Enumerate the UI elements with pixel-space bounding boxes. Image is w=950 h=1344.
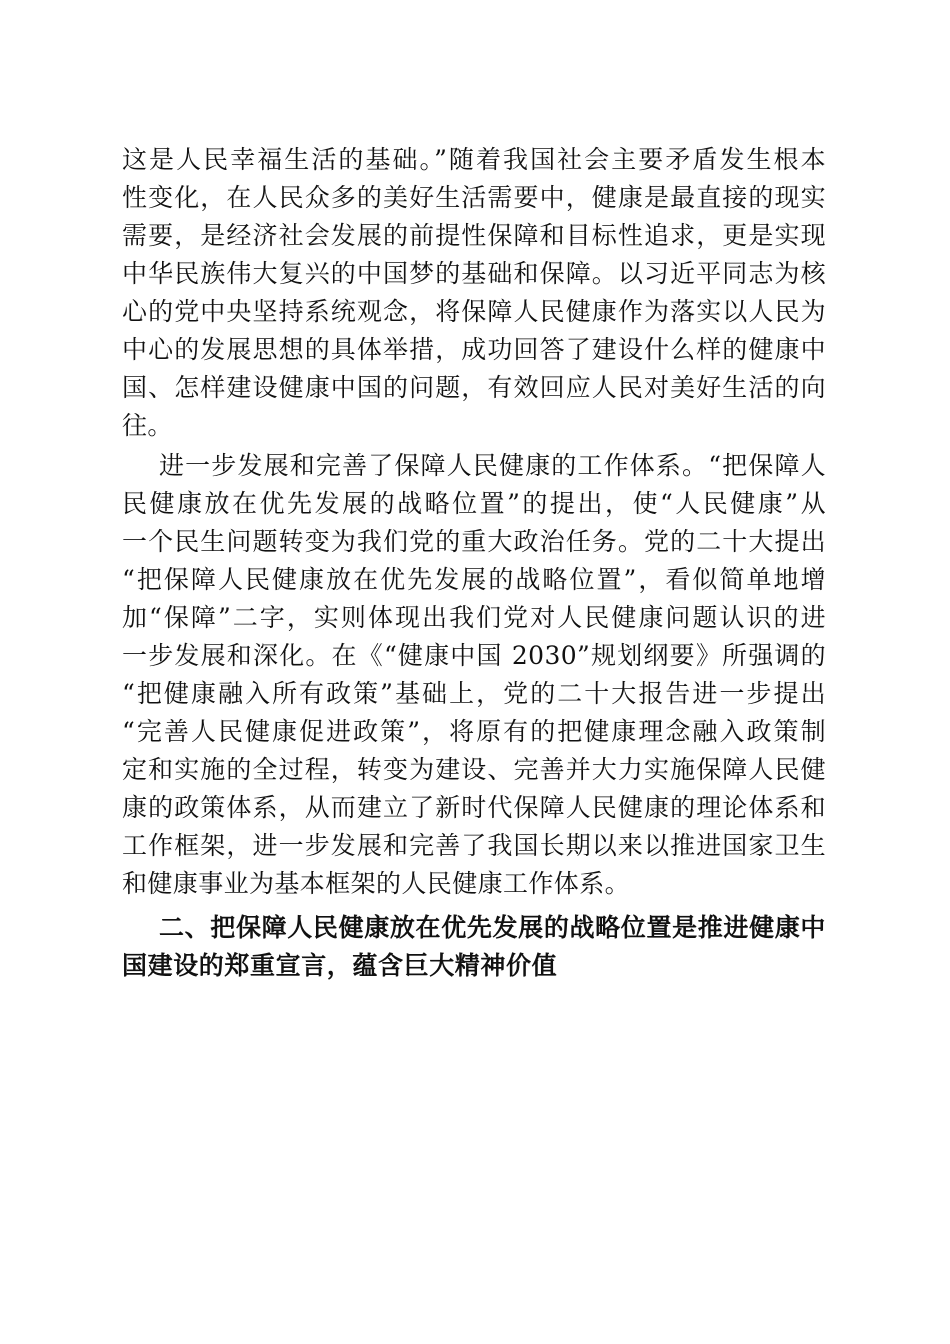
text-line: 工作框架，进一步发展和完善了我国长期以来以推进国家卫生: [122, 831, 826, 860]
text-line: 加“保障”二字，实则体现出我们党对人民健康问题认识的进: [122, 603, 826, 632]
text-line: 康的政策体系，从而建立了新时代保障人民健康的理论体系和: [122, 793, 826, 822]
section-heading: [122, 909, 826, 985]
text-line: 这是人民幸福生活的基础。”随着我国社会主要矛盾发生根本: [122, 145, 826, 174]
text-line: 需要，是经济社会发展的前提性保障和目标性追求，更是实现: [122, 221, 826, 250]
text-line: 性变化，在人民众多的美好生活需要中，健康是最直接的现实: [122, 183, 826, 212]
text-line: 民健康放在优先发展的战略位置”的提出，使“人民健康”从: [122, 489, 826, 518]
paragraph-1: [122, 141, 826, 445]
heading-line: 二、把保障人民健康放在优先发展的战略位置是推进健康中: [159, 913, 826, 942]
text-line: 往。: [122, 411, 173, 440]
text-line: “把健康融入所有政策”基础上，党的二十大报告进一步提出: [122, 679, 826, 708]
text-line: 和健康事业为基本框架的人民健康工作体系。: [122, 869, 631, 898]
text-line: 国、怎样建设健康中国的问题，有效回应人民对美好生活的向: [122, 373, 826, 402]
text-line: 定和实施的全过程，转变为建设、完善并大力实施保障人民健: [122, 755, 826, 784]
heading-line: 国建设的郑重宣言，蕴含巨大精神价值: [122, 951, 558, 980]
text-line: 中心的发展思想的具体举措，成功回答了建设什么样的健康中: [122, 335, 826, 364]
text-line: 中华民族伟大复兴的中国梦的基础和保障。以习近平同志为核: [122, 259, 826, 288]
text-line: 进一步发展和完善了保障人民健康的工作体系。“把保障人: [159, 451, 826, 480]
paragraph-2: [122, 447, 826, 903]
document-body: [122, 141, 826, 985]
text-line: “完善人民健康促进政策”，将原有的把健康理念融入政策制: [122, 717, 826, 746]
text-line: “把保障人民健康放在优先发展的战略位置”，看似简单地增: [122, 565, 826, 594]
text-line: 一个民生问题转变为我们党的重大政治任务。党的二十大提出: [122, 527, 826, 556]
text-line: 心的党中央坚持系统观念，将保障人民健康作为落实以人民为: [122, 297, 826, 326]
text-line: 一步发展和深化。在《“健康中国 2030”规划纲要》所强调的: [122, 641, 826, 670]
